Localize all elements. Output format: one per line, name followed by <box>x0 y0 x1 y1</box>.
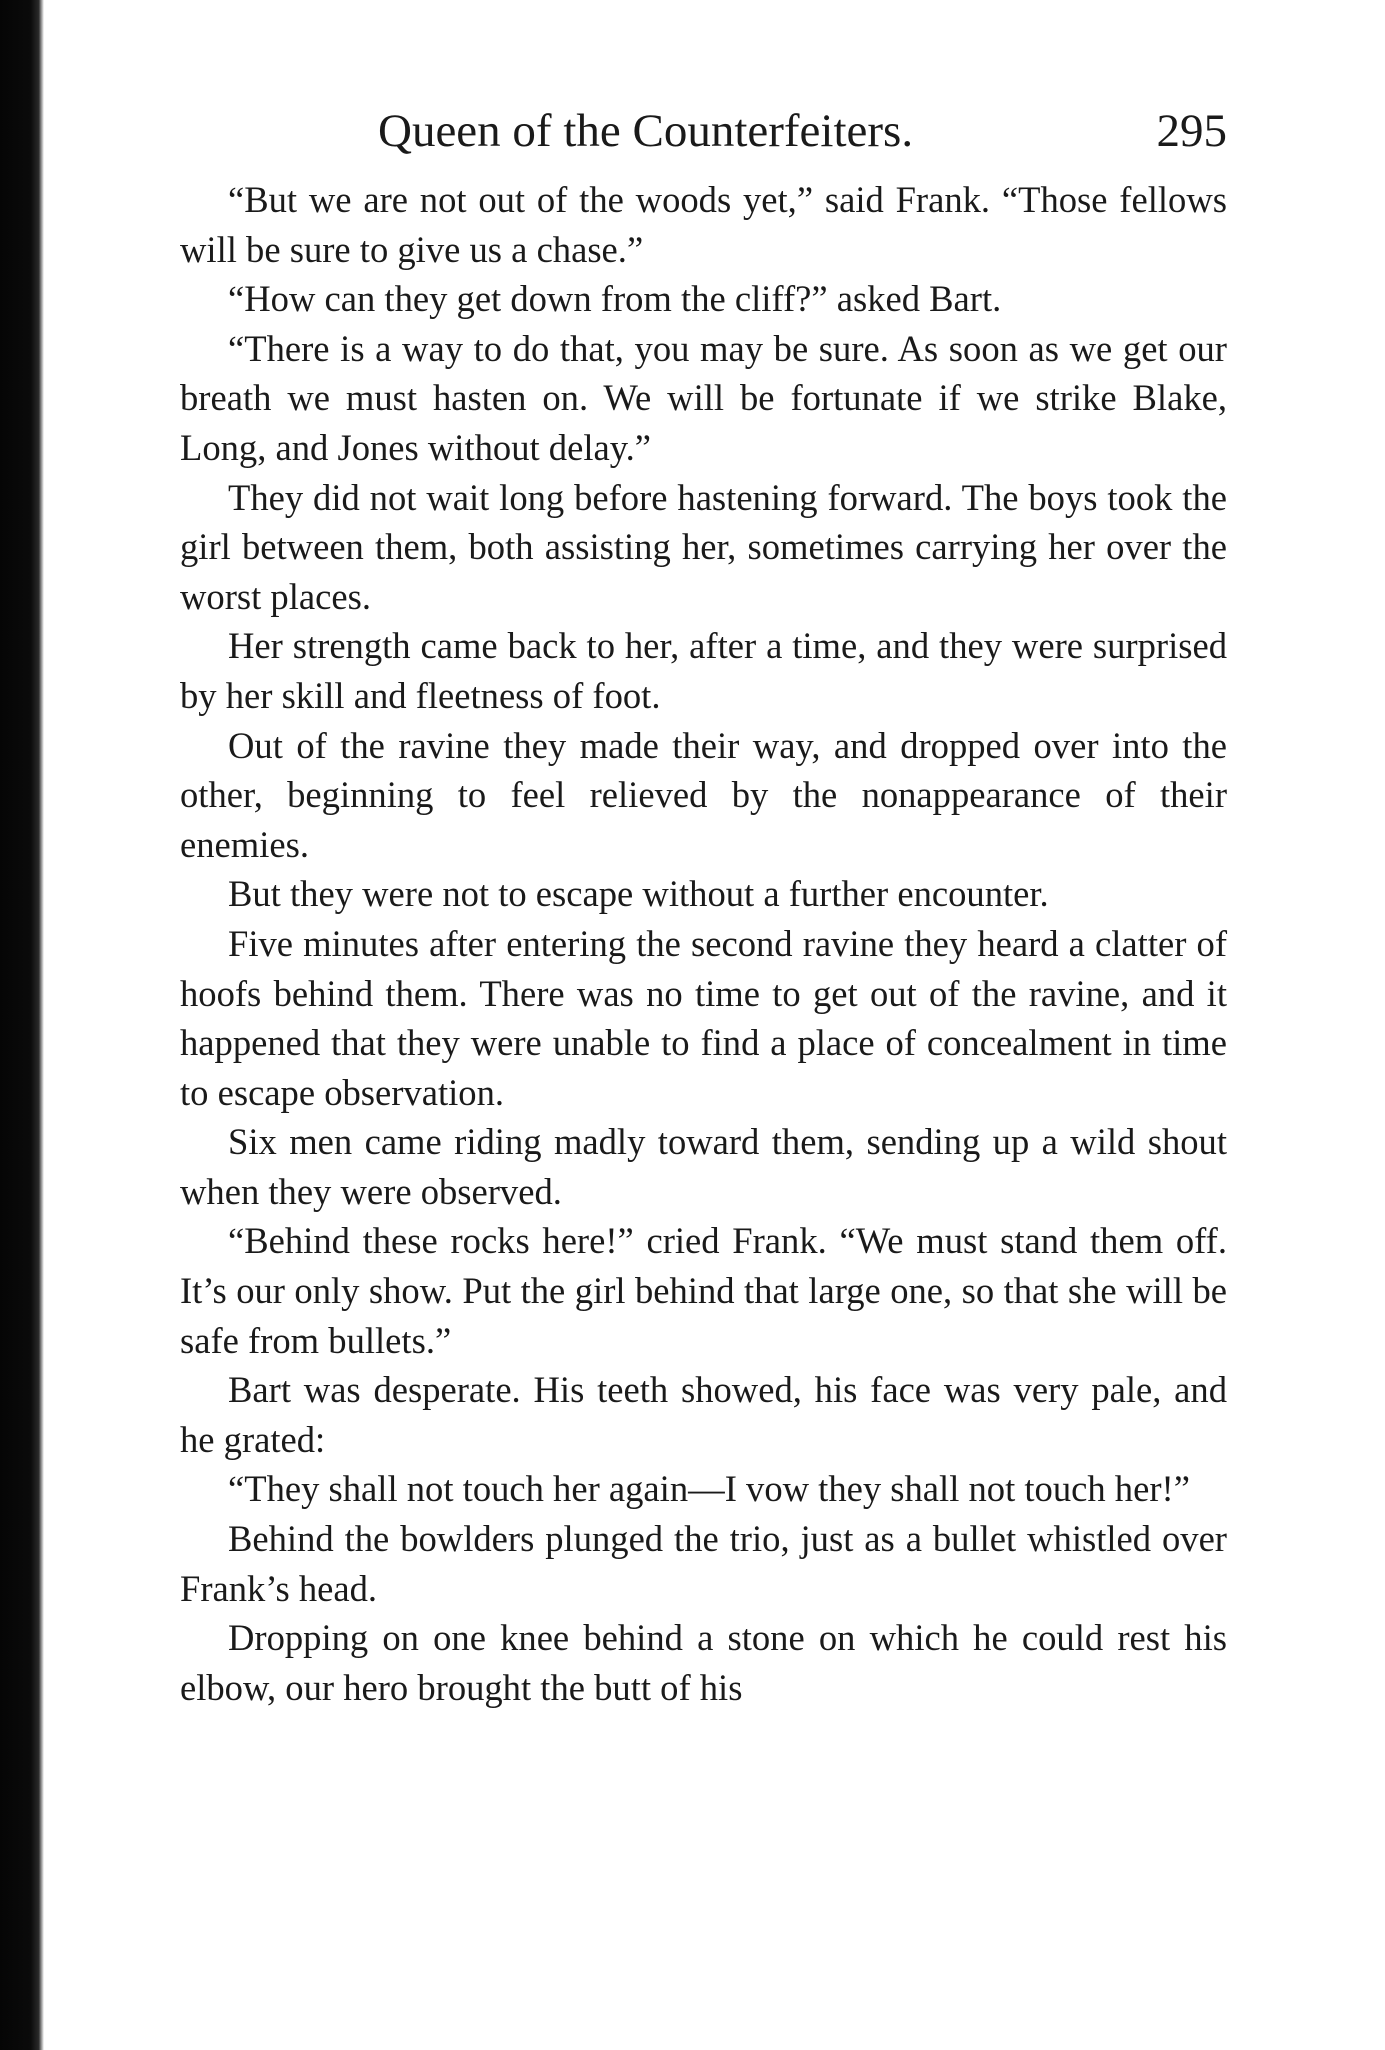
paragraph: Five minutes after entering the second ravine they heard a clatter of hoofs behind them. There was no time to get out of the ravine, and it happened that they were unable to find a place of concealment in time to escape observation. <box>180 922 1227 1113</box>
paragraph: “But we are not out of the woods yet,” said Frank. “Those fellows will be sure to give us a chase.” <box>180 179 1227 270</box>
paragraph: “They shall not touch her again—I vow they shall not touch her!” <box>228 1468 1190 1510</box>
running-header <box>180 95 1227 167</box>
paragraph: Out of the ravine they made their way, and dropped over into the other, beginning to feel relieved by the nonappearance of their enemies. <box>180 724 1227 865</box>
paragraph: “Behind these rocks here!” cried Frank. “We must stand them off. It’s our only show. Put the girl behind that large one, so that she will be safe from bullets.” <box>180 1220 1227 1361</box>
book-page <box>180 95 1227 1712</box>
paragraph: “There is a way to do that, you may be sure. As soon as we get our breath we must hasten on. We will be fortunate if we strike Blake, Long, and Jones without delay.” <box>180 327 1227 468</box>
page-number: 295 <box>1156 105 1227 157</box>
paragraph: Six men came riding madly toward them, sending up a wild shout when they were observed. <box>180 1121 1227 1212</box>
paragraph: Dropping on one knee behind a stone on which he could rest his elbow, our hero brought the butt of his <box>180 1617 1227 1708</box>
paragraph: Bart was desperate. His teeth showed, his face was very pale, and he grated: <box>180 1369 1227 1460</box>
paragraph: Her strength came back to her, after a time, and they were surprised by her skill and fleetness of foot. <box>180 625 1227 716</box>
body-text <box>180 175 1227 1712</box>
paragraph: Behind the bowlders plunged the trio, just as a bullet whistled over Frank’s head. <box>180 1518 1227 1609</box>
paragraph: But they were not to escape without a further encounter. <box>228 873 1049 915</box>
running-title: Queen of the Counterfeiters. <box>378 105 914 157</box>
paragraph: “How can they get down from the cliff?” asked Bart. <box>228 278 1002 320</box>
paragraph: They did not wait long before hastening forward. The boys took the girl between them, both assisting her, sometimes carrying her over the worst places. <box>180 476 1227 617</box>
book-spine-shadow <box>0 0 44 2050</box>
